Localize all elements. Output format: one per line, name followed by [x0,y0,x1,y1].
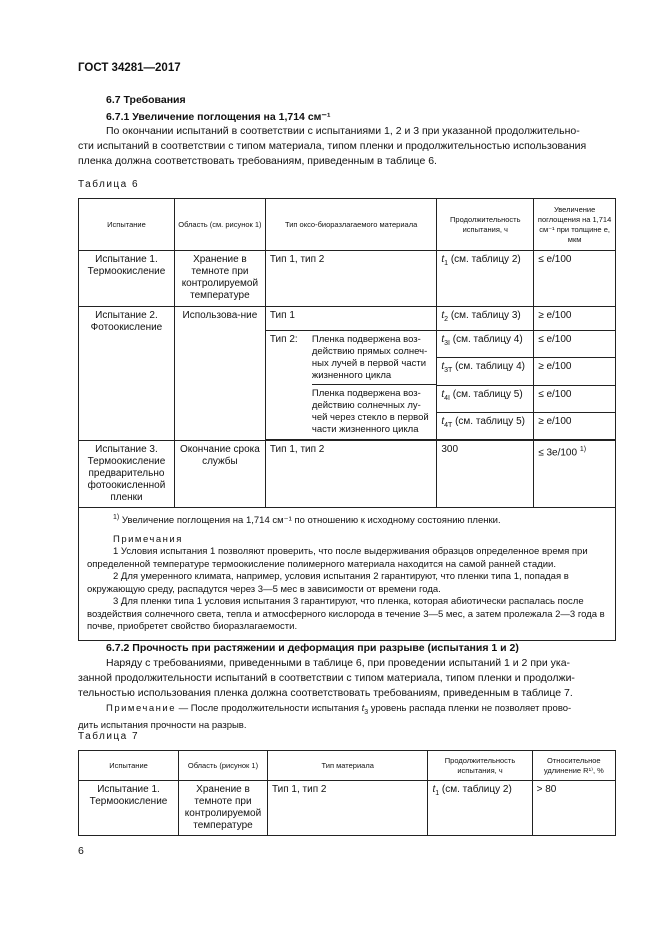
paragraph-6-7-2 [78,656,618,701]
cell-test: Испытание 1. Термоокисление [79,251,175,307]
note-1: 1 Условия испытания 1 позволяют проверить, что после выдерживания образцов определенное время при определенной температуре термоокисление полимерного материала находится на самой ранней стадии. [87,546,588,570]
table-row [79,251,616,307]
cell-test: Испытание 1. Термоокисление [79,781,179,836]
col-header: Относительное удлинение R¹⁾, % [532,751,615,781]
cell-duration: $t_{3T}$ (см. таблицу 4) [437,358,534,385]
cell-duration: $t_1$ (см. таблицу 2) [428,781,532,836]
paragraph-line: Наряду с требованиями, приведенными в таблице 6, при проведении испытаний 1 и 2 при ука- [106,657,571,669]
type2-variant-b: Пленка подвержена воз-действию солнечных лу-чей через стекло в первой части жизненного цикла [311,388,429,435]
subsection-title-6-7-1: 6.7.1 Увеличение поглощения на 1,714 см⁻¹ [106,111,331,123]
cell-area: Хранение в темноте при контролируемой температуре [174,251,265,307]
cell-duration: 300 [437,441,534,508]
cell-increase: ≤ 3e/100 $^{1)}$ [534,441,616,508]
paragraph-6-7-1 [78,124,618,169]
cell-increase: ≤ e/100 [534,331,616,358]
note-line: дить испытания прочности на разрыв. [78,719,247,731]
page-number: 6 [78,845,84,857]
type2-subcells [312,331,436,439]
col-header: Продолжительность испытания, ч [428,751,532,781]
col-header: Продолжительность испытания, ч [437,199,534,251]
footnote: $^{1)}$ Увеличение поглощения на 1,714 см⁻¹ по отношению к исходному состоянию пленки. [113,514,501,527]
table6-caption: Таблица 6 [78,179,140,190]
type2-variant-a: Пленка подвержена воз-действию прямых солнеч-ных лучей в первой части жизненного цикла [312,331,436,385]
cell-area: Окончание срока службы [174,441,265,508]
note-6-7-2: Примечание — После продолжительности испытания $t_3$ уровень распада пленки не позволяет прово- дить испытания прочности на разрыв. [78,702,618,732]
table-row [79,441,616,508]
cell-test: Испытание 2. Фотоокисление [79,307,175,441]
col-header: Испытание [79,751,179,781]
col-header: Область (рисунок 1) [179,751,268,781]
col-header: Тип материала [267,751,427,781]
cell-type: Тип 1, тип 2 [265,251,436,307]
cell-duration: $t_1$ (см. таблицу 2) [437,251,534,307]
section-title: 6.7 Требования [106,94,186,106]
paragraph-line: занной продолжительности испытаний в соответствии с типом материала, типом пленки и продолжи- [78,672,575,684]
cell-type: Тип 1 [265,307,436,331]
col-header: Испытание [79,199,175,251]
note-3: 3 Для пленки типа 1 условия испытания 3 гарантируют, что пленка, которая абиотически распалась после воздействия солнечного света, тепла и атмосферного кислорода в течение 3—5 мес, а затем пролежала 2—3 года в почве, приобретет свойство биоразлагаемости. [87,596,605,633]
cell-type: Тип 1, тип 2 [267,781,427,836]
table-7 [78,750,616,836]
table-row [79,781,616,836]
cell-increase: ≤ e/100 [534,385,616,412]
paragraph-line: пленка должна соответствовать требованиям, приведенным в таблице 6. [78,155,437,167]
cell-elongation: > 80 [532,781,615,836]
paragraph-line: сти испытаний в соответствии с типом материала, типом пленки и продолжительностью использования [78,140,587,152]
cell-duration: $t_{3I}$ (см. таблицу 4) [437,331,534,358]
table-6 [78,198,616,641]
col-header: Область (см. рисунок 1) [174,199,265,251]
cell-area: Хранение в темноте при контролируемой температуре [179,781,268,836]
table7-caption: Таблица 7 [78,731,140,742]
type2-label: Тип 2: [269,334,298,345]
paragraph-line: тельностью использования пленка должна соответствовать требованиям, приведенным в таблице 7. [78,687,573,699]
cell-increase: ≥ e/100 [534,307,616,331]
cell-area: Использова-ние [174,307,265,441]
cell-type: Тип 1, тип 2 [265,441,436,508]
subsection-title-6-7-2: 6.7.2 Прочность при растяжении и деформация при разрыве (испытания 1 и 2) [106,642,519,654]
cell-increase: ≥ e/100 [534,412,616,439]
note-2: 2 Для умеренного климата, например, условия испытания 2 гарантируют, что пленки типа 1, попадая в окружающую среду, распадутся через 3—5 мес в зависимости от времени года. [87,571,569,595]
document-header: ГОСТ 34281—2017 [78,62,181,74]
col-header: Увеличение поглощения на 1,714 см⁻¹ при толщине e, мкм [534,199,616,251]
notes-title: Примечания [113,533,183,545]
table-row [79,307,616,331]
table-notes-row [79,508,616,641]
col-header: Тип оксо-биоразлагаемого материала [265,199,436,251]
cell-type-2 [265,331,436,440]
table-notes [79,508,616,641]
cell-duration: $t_2$ (см. таблицу 3) [437,307,534,331]
cell-duration: $t_{4I}$ (см. таблицу 5) [437,385,534,412]
paragraph-line: По окончании испытаний в соответствии с испытаниями 1, 2 и 3 при указанной продолжительно- [106,125,580,137]
cell-duration: $t_{4T}$ (см. таблицу 5) [437,412,534,439]
cell-test: Испытание 3. Термоокисление предварительно фотоокисленной пленки [79,441,175,508]
cell-increase: ≥ e/100 [534,358,616,385]
cell-increase: ≤ e/100 [534,251,616,307]
